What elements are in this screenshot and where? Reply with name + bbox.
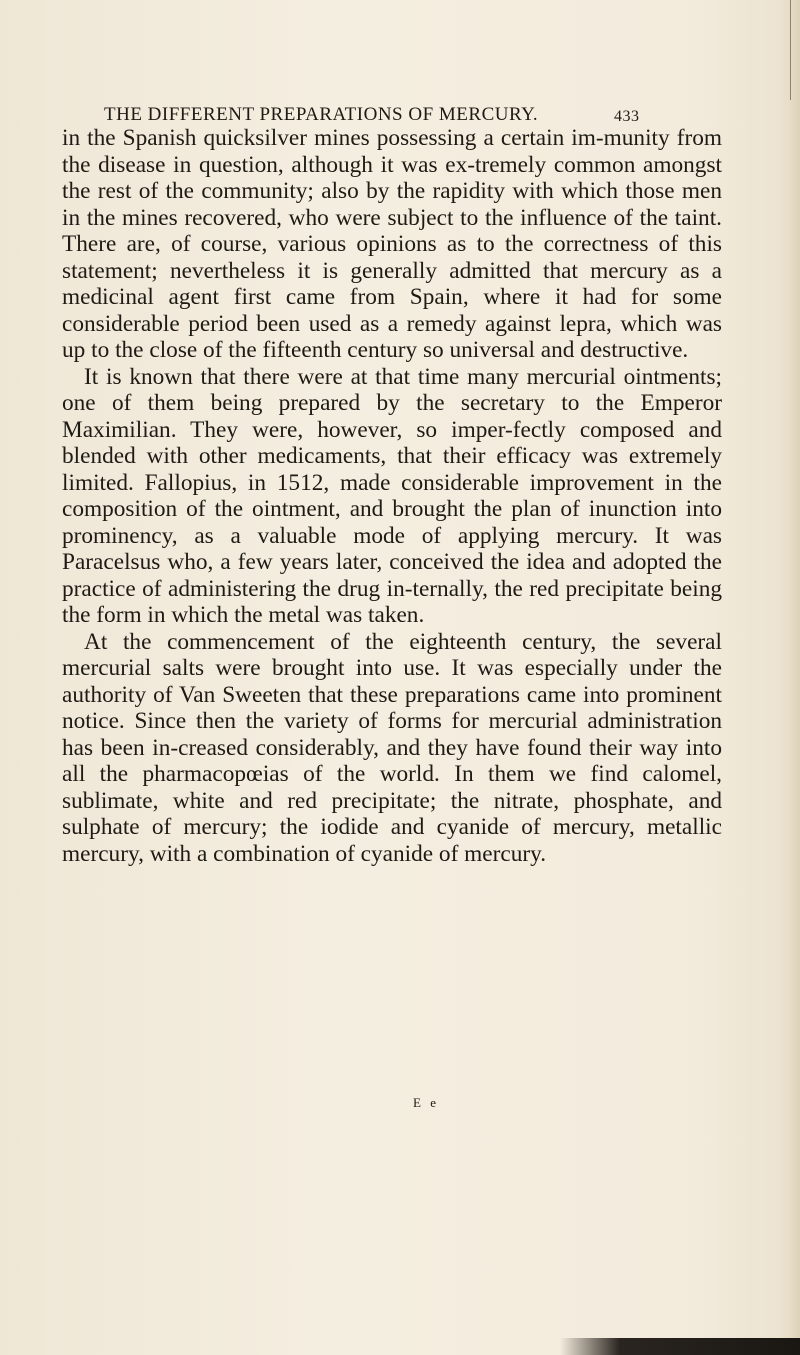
page-number: 433 <box>614 108 640 125</box>
signature-mark: E e <box>413 1095 439 1110</box>
page-edge-line <box>790 0 791 100</box>
page-edge-shadow <box>778 0 800 1355</box>
paragraph-2: It is known that there were at that time many mercurial ointments; one of them being prepared by the secretary to the Emperor Maximilian. They were, however, so imper-fectly composed and blended with other medicaments, that their efficacy was extremely limited. Fallopius, in 1512, made considerable improvement in the composition of the ointment, and brought the plan of inunction into prominency, as a valuable mode of applying mercury. It was Paracelsus who, a few years later, conceived the idea and adopted the practice of administering the drug in-ternally, the red precipitate being the form in which the metal was taken. <box>62 363 722 628</box>
paragraph-1: in the Spanish quicksilver mines possessing a certain im-munity from the disease in question, although it was ex-tremely common amongst the rest of the community; also by the rapidity with which those men in the mines recovered, who were subject to the influence of the taint. There are, of course, various opinions as to the correctness of this statement; nevertheless it is generally admitted that mercury as a medicinal agent first came from Spain, where it had for some considerable period been used as a remedy against lepra, which was up to the close of the fifteenth century so universal and destructive. <box>62 125 722 363</box>
scan-bottom-edge <box>560 1338 800 1355</box>
body-text <box>62 125 722 867</box>
running-title: THE DIFFERENT PREPARATIONS OF MERCURY. <box>104 104 539 125</box>
paragraph-3: At the commencement of the eighteenth century, the several mercurial salts were brought into use. It was especially under the authority of Van Sweeten that these preparations came into prominent notice. Since then the variety of forms for mercurial administration has been in-creased considerably, and they have found their way into all the pharmacopœias of the world. In them we find calomel, sublimate, white and red precipitate; the nitrate, phosphate, and sulphate of mercury; the iodide and cyanide of mercury, metallic mercury, with a combination of cyanide of mercury. <box>62 628 722 867</box>
